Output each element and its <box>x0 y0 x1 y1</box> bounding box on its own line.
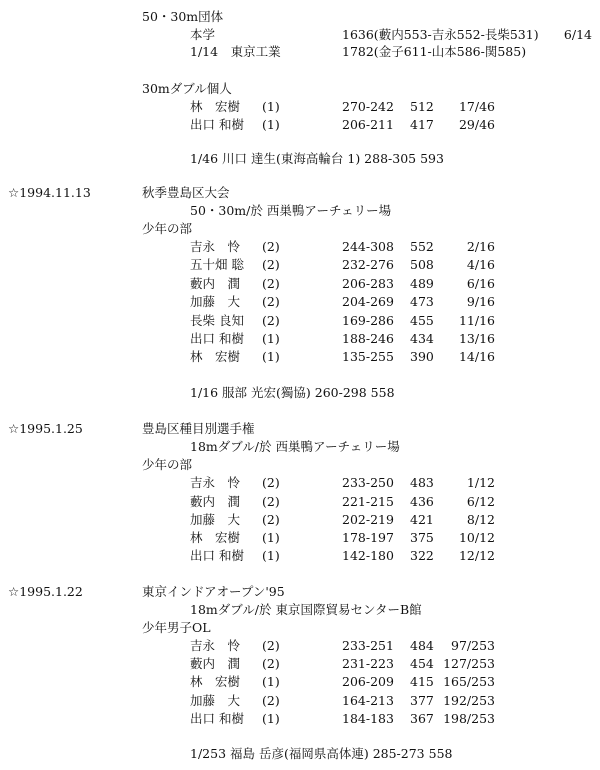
athlete-name: 吉永 怜 <box>190 638 241 653</box>
athlete-rank: 97/253 <box>451 638 495 653</box>
event-venue: 50・30m/於 西巣鴨アーチェリー場 <box>190 203 392 218</box>
winner-line: 1/46 川口 達生(東海高輪台 1) 288-305 593 <box>190 151 444 166</box>
athlete-grade: (2) <box>262 276 280 291</box>
athlete-total: 415 <box>410 674 434 689</box>
athlete-total: 417 <box>410 117 434 132</box>
athlete-rank: 165/253 <box>443 674 495 689</box>
athlete-grade: (1) <box>262 674 280 689</box>
athlete-scores: 142-180 <box>342 548 394 563</box>
athlete-name: 藪内 潤 <box>190 276 241 291</box>
athlete-grade: (2) <box>262 693 280 708</box>
winner-line: 1/253 福島 岳彦(福岡県高体連) 285-273 558 <box>190 746 453 761</box>
athlete-grade: (1) <box>262 711 280 726</box>
athlete-scores: 204-269 <box>342 294 394 309</box>
athlete-rank: 11/16 <box>458 313 495 328</box>
athlete-total: 512 <box>410 99 434 114</box>
athlete-total: 483 <box>410 475 434 490</box>
athlete-scores: 206-209 <box>342 674 394 689</box>
athlete-name: 林 宏樹 <box>190 530 241 545</box>
team-title: 50・30m団体 <box>142 9 224 24</box>
team-row-score: 1636(藪内553-吉永552-長柴531) <box>342 27 539 42</box>
athlete-name: 長柴 良知 <box>190 313 244 328</box>
event-division: 少年の部 <box>142 221 193 236</box>
athlete-total: 377 <box>410 693 434 708</box>
athlete-grade: (2) <box>262 475 280 490</box>
athlete-name: 吉永 怜 <box>190 239 241 254</box>
event-date: ☆1995.1.25 <box>8 421 83 436</box>
athlete-total: 484 <box>410 638 434 653</box>
athlete-rank: 6/16 <box>466 276 495 291</box>
athlete-name: 出口 和樹 <box>190 711 244 726</box>
athlete-scores: 233-250 <box>342 475 394 490</box>
athlete-name: 出口 和樹 <box>190 331 244 346</box>
athlete-name: 吉永 怜 <box>190 475 241 490</box>
athlete-grade: (2) <box>262 656 280 671</box>
athlete-rank: 10/12 <box>458 530 495 545</box>
athlete-total: 421 <box>410 512 434 527</box>
athlete-total: 375 <box>410 530 434 545</box>
athlete-scores: 135-255 <box>342 349 394 364</box>
athlete-scores: 164-213 <box>342 693 394 708</box>
event-title: 豊島区種目別選手権 <box>142 421 255 436</box>
athlete-total: 367 <box>410 711 434 726</box>
athlete-name: 加藤 大 <box>190 512 241 527</box>
athlete-total: 489 <box>410 276 434 291</box>
athlete-scores: 188-246 <box>342 331 394 346</box>
team-row-score: 1782(金子611-山本586-関585) <box>342 44 527 59</box>
team-row-rank: 6/14 <box>563 27 592 42</box>
athlete-name: 林 宏樹 <box>190 349 241 364</box>
athlete-rank: 192/253 <box>443 693 495 708</box>
athlete-rank: 2/16 <box>466 239 495 254</box>
athlete-total: 434 <box>410 331 434 346</box>
athlete-rank: 17/46 <box>458 99 495 114</box>
event-title: 東京インドアオープン'95 <box>142 584 285 599</box>
athlete-scores: 233-251 <box>342 638 394 653</box>
athlete-name: 林 宏樹 <box>190 674 241 689</box>
athlete-total: 322 <box>410 548 434 563</box>
athlete-name: 藪内 潤 <box>190 656 241 671</box>
athlete-scores: 206-283 <box>342 276 394 291</box>
event-division: 少年男子OL <box>142 620 211 635</box>
athlete-total: 455 <box>410 313 434 328</box>
athlete-scores: 270-242 <box>342 99 394 114</box>
athlete-total: 436 <box>410 494 434 509</box>
athlete-rank: 13/16 <box>458 331 495 346</box>
athlete-scores: 206-211 <box>342 117 394 132</box>
athlete-scores: 221-215 <box>342 494 394 509</box>
athlete-total: 552 <box>410 239 434 254</box>
athlete-grade: (1) <box>262 530 280 545</box>
event-venue: 18mダブル/於 西巣鴨アーチェリー場 <box>190 439 400 454</box>
athlete-total: 454 <box>410 656 434 671</box>
athlete-grade: (1) <box>262 349 280 364</box>
athlete-grade: (2) <box>262 512 280 527</box>
athlete-rank: 8/12 <box>466 512 495 527</box>
athlete-rank: 1/12 <box>466 475 495 490</box>
athlete-rank: 198/253 <box>443 711 495 726</box>
team-row-left: 1/14 東京工業 <box>190 44 281 59</box>
athlete-rank: 14/16 <box>458 349 495 364</box>
athlete-name: 五十畑 聡 <box>190 257 244 272</box>
athlete-name: 藪内 潤 <box>190 494 241 509</box>
athlete-scores: 169-286 <box>342 313 394 328</box>
athlete-name: 出口 和樹 <box>190 117 244 132</box>
athlete-total: 473 <box>410 294 434 309</box>
athlete-scores: 232-276 <box>342 257 394 272</box>
athlete-scores: 184-183 <box>342 711 394 726</box>
athlete-scores: 244-308 <box>342 239 394 254</box>
athlete-name: 加藤 大 <box>190 693 241 708</box>
athlete-grade: (2) <box>262 494 280 509</box>
athlete-grade: (1) <box>262 331 280 346</box>
athlete-total: 508 <box>410 257 434 272</box>
athlete-scores: 202-219 <box>342 512 394 527</box>
athlete-name: 加藤 大 <box>190 294 241 309</box>
athlete-grade: (1) <box>262 99 280 114</box>
athlete-rank: 127/253 <box>443 656 495 671</box>
athlete-rank: 6/12 <box>466 494 495 509</box>
athlete-rank: 12/12 <box>458 548 495 563</box>
athlete-scores: 178-197 <box>342 530 394 545</box>
athlete-grade: (2) <box>262 239 280 254</box>
athlete-grade: (2) <box>262 294 280 309</box>
event-date: ☆1994.11.13 <box>8 185 91 200</box>
event-venue: 18mダブル/於 東京国際貿易センターB館 <box>190 602 422 617</box>
athlete-rank: 4/16 <box>466 257 495 272</box>
event-date: ☆1995.1.22 <box>8 584 83 599</box>
athlete-name: 林 宏樹 <box>190 99 241 114</box>
athlete-grade: (2) <box>262 638 280 653</box>
event-division: 少年の部 <box>142 457 193 472</box>
athlete-scores: 231-223 <box>342 656 394 671</box>
event-title: 秋季豊島区大会 <box>142 185 230 200</box>
double-title: 30mダブル個人 <box>142 81 232 96</box>
athlete-grade: (1) <box>262 117 280 132</box>
athlete-rank: 9/16 <box>466 294 495 309</box>
athlete-rank: 29/46 <box>458 117 495 132</box>
athlete-grade: (2) <box>262 313 280 328</box>
athlete-grade: (2) <box>262 257 280 272</box>
winner-line: 1/16 服部 光宏(獨協) 260-298 558 <box>190 385 395 400</box>
athlete-name: 出口 和樹 <box>190 548 244 563</box>
athlete-total: 390 <box>410 349 434 364</box>
team-row-left: 本学 <box>190 27 216 42</box>
athlete-grade: (1) <box>262 548 280 563</box>
